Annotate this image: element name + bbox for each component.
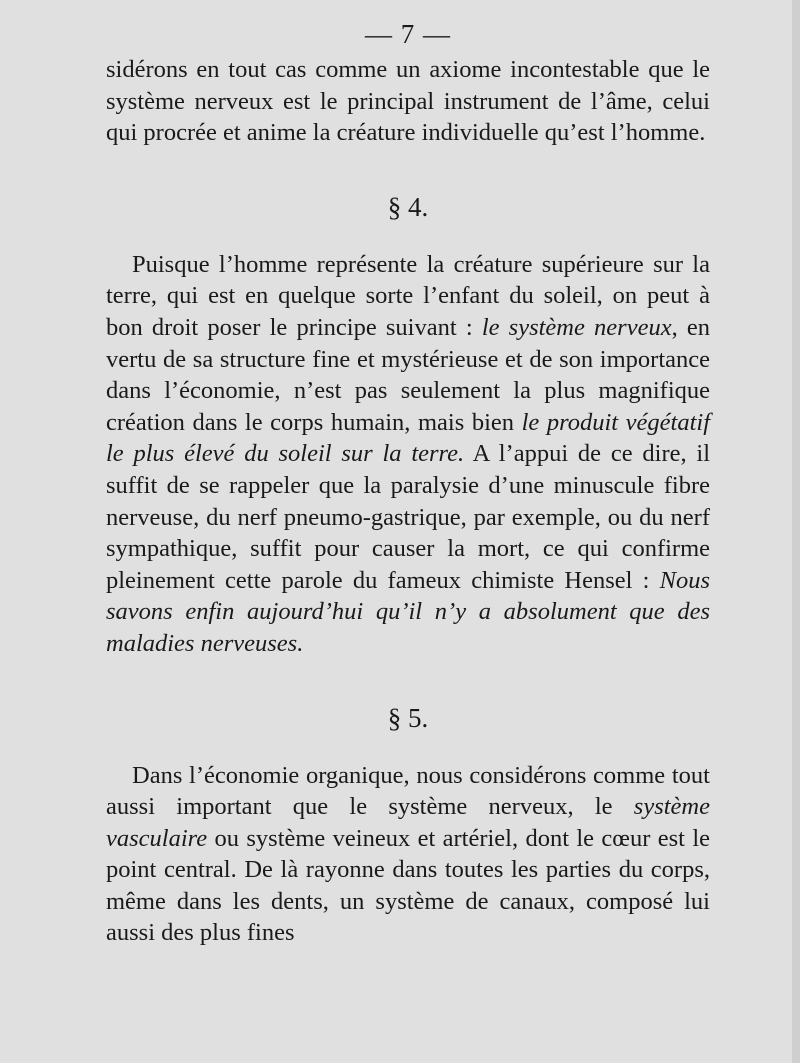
page-edge <box>792 0 800 1063</box>
paragraph-continued: sidérons en tout cas comme un axiome incontestable que le système nerveux est le principal instrument de l’âme, celui qui procrée et anime la créature individuelle qu’est l’homme. <box>106 56 710 147</box>
paragraph-text: A l’appui de ce dire, il suffit de se rappeler que la paralysie d’une minuscule fibre nerveuse, du nerf pneumo-gastrique, par exemple, ou du nerf sympathique, suffit pour causer la mort, ce qui confirme pleinement cette parole du fameux chimiste Hensel : <box>106 440 711 594</box>
italic-text: le système nerveux <box>481 313 672 341</box>
paragraph-text: Dans l’économie organique, nous considérons comme tout aussi important que le système nerveux, le <box>106 761 710 821</box>
text-block <box>106 18 710 949</box>
page-number: — 7 — <box>365 19 451 49</box>
paragraph-text: , en vertu de sa structure fine et mystérieuse et de son importance dans l’économie, n’est pas seulement la plus magnifique création dans le corps humain, mais bien <box>106 313 710 436</box>
italic-text: le produit végétatif le plus élevé du soleil sur la terre. <box>106 408 710 468</box>
italic-text: système vasculaire <box>106 793 710 852</box>
section-heading-5: § 5. <box>387 702 429 733</box>
italic-quote: Nous savons enfin aujourd’hui qu’il n’y a absolument que des maladies nerveuses. <box>106 566 710 657</box>
section-heading-4: § 4. <box>387 191 429 222</box>
paragraph-section-5 <box>106 760 710 950</box>
paragraph-text: Puisque l’homme représente la créature supérieure sur la terre, qui est en quelque sorte l’enfant du soleil, on peut à bon droit poser le principe suivant : <box>106 250 710 341</box>
paragraph-text: ou système veineux et artériel, dont le cœur est le point central. De là rayonne dans toutes les parties du corps, même dans les dents, un système de canaux, composé lui aussi des plus fines <box>106 824 710 947</box>
paragraph-section-4 <box>106 249 710 660</box>
